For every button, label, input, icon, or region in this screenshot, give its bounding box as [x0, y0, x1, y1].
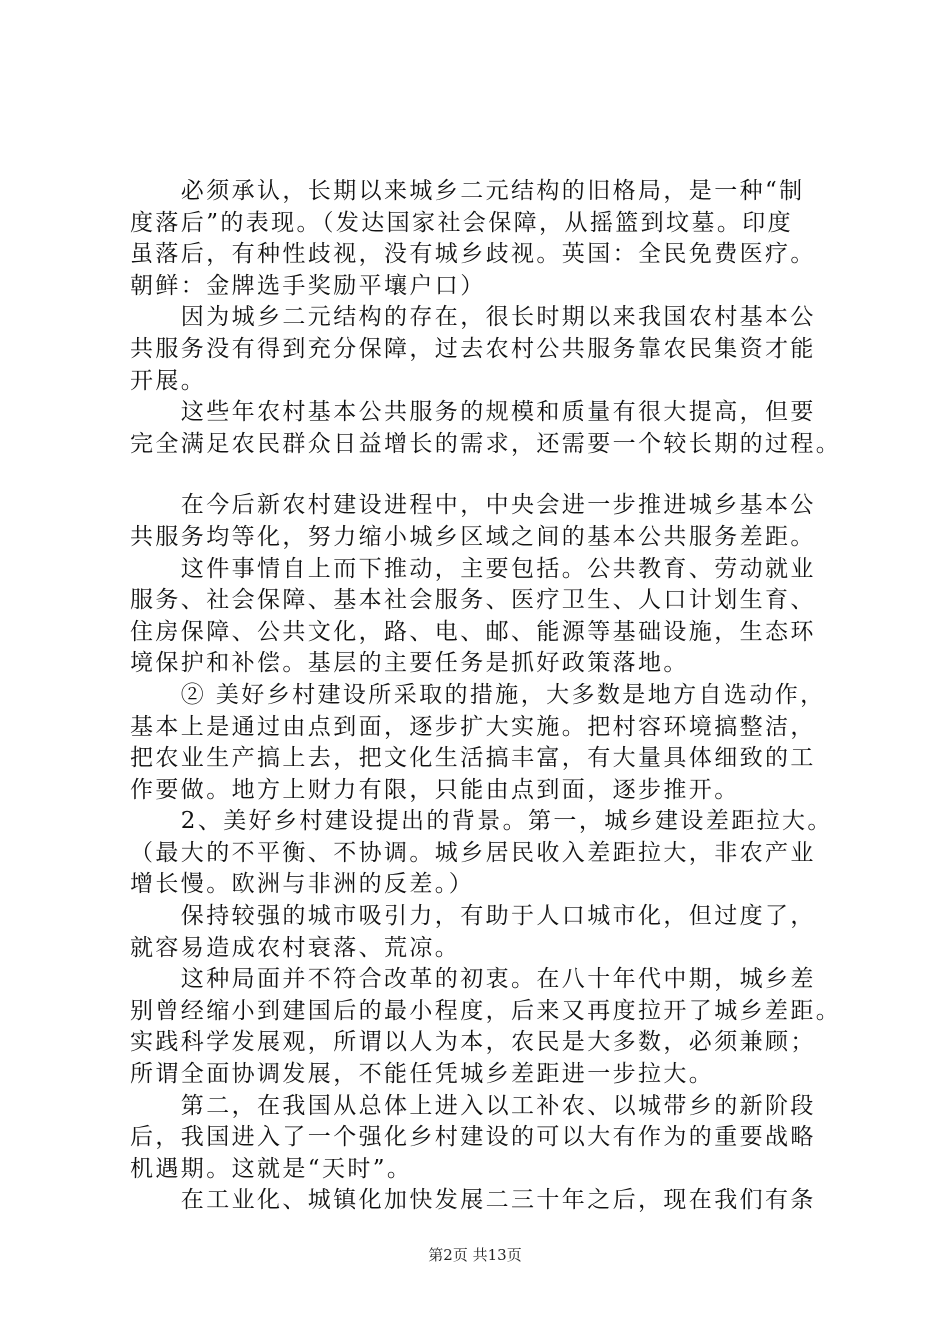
text-line: 朝鲜：金牌选手奖励平壤户口）	[130, 272, 486, 299]
text-line: 在今后新农村建设进程中，中央会进一步推进城乡基本公	[130, 492, 816, 519]
text-line: 这件事情自上而下推动，主要包括。公共教育、劳动就业	[130, 555, 816, 582]
text-line: 2、美好乡村建设提出的背景。第一，城乡建设差距拉大。	[130, 808, 833, 835]
text-line: 别曾经缩小到建国后的最小程度，后来又再度拉开了城乡差距。	[130, 997, 842, 1024]
text-line: 住房保障、公共文化，路、电、邮、能源等基础设施，生态环	[130, 618, 816, 645]
text-line: 虽落后，有种性歧视，没有城乡歧视。英国：全民免费医疗。	[130, 241, 816, 268]
text-line: 在工业化、城镇化加快发展二三十年之后，现在我们有条	[130, 1187, 816, 1214]
paragraph-gap	[130, 460, 835, 490]
text-line: 基本上是通过由点到面，逐步扩大实施。把村容环境搞整洁，	[130, 713, 816, 740]
text-line: 必须承认，长期以来城乡二元结构的旧格局，是一种“制	[130, 178, 805, 204]
text-line: 这种局面并不符合改革的初衷。在八十年代中期，城乡差	[130, 966, 816, 993]
text-line: 实践科学发展观，所谓以人为本，农民是大多数，必须兼顾；	[130, 1029, 816, 1056]
text-line: 后，我国进入了一个强化乡村建设的可以大有作为的重要战略	[130, 1124, 816, 1151]
text-line: 机遇期。这就是“天时”。	[130, 1155, 413, 1182]
text-line: 完全满足农民群众日益增长的需求，还需要一个较长期的过程。	[130, 430, 842, 457]
text-line: 第二，在我国从总体上进入以工补农、以城带乡的新阶段	[130, 1092, 816, 1119]
text-line: 境保护和补偿。基层的主要任务是抓好政策落地。	[130, 650, 689, 677]
text-line: 共服务均等化，努力缩小城乡区域之间的基本公共服务差距。	[130, 523, 816, 550]
text-line: （最大的不平衡、不协调。城乡居民收入差距拉大，非农产业	[130, 839, 816, 866]
text-line: 作要做。地方上财力有限，只能由点到面，逐步推开。	[130, 776, 740, 803]
text-line: 服务、社会保障、基本社会服务、医疗卫生、人口计划生育、	[130, 587, 816, 614]
text-line: 这些年农村基本公共服务的规模和质量有很大提高，但要	[130, 399, 816, 426]
text-line: 增长慢。欧洲与非洲的反差。）	[130, 871, 475, 898]
document-body	[130, 176, 842, 1217]
text-line: 因为城乡二元结构的存在，很长时期以来我国农村基本公	[130, 304, 816, 331]
text-line: 把农业生产搞上去，把文化生活搞丰富，有大量具体细致的工	[130, 745, 816, 772]
text-line: 开展。	[130, 367, 207, 394]
text-line: 就容易造成农村衰落、荒凉。	[130, 934, 461, 961]
text-line: 共服务没有得到充分保障，过去农村公共服务靠农民集资才能	[130, 335, 816, 362]
text-line: 度落后”的表现。（发达国家社会保障，从摇篮到坟墓。印度	[130, 209, 794, 236]
text-line: 保持较强的城市吸引力，有助于人口城市化，但过度了，	[130, 903, 816, 930]
text-line: 所谓全面协调发展，不能任凭城乡差距进一步拉大。	[130, 1061, 715, 1088]
page-number-footer: 第2页 共13页	[428, 1246, 522, 1264]
text-line: ② 美好乡村建设所采取的措施，大多数是地方自选动作，	[130, 681, 826, 708]
